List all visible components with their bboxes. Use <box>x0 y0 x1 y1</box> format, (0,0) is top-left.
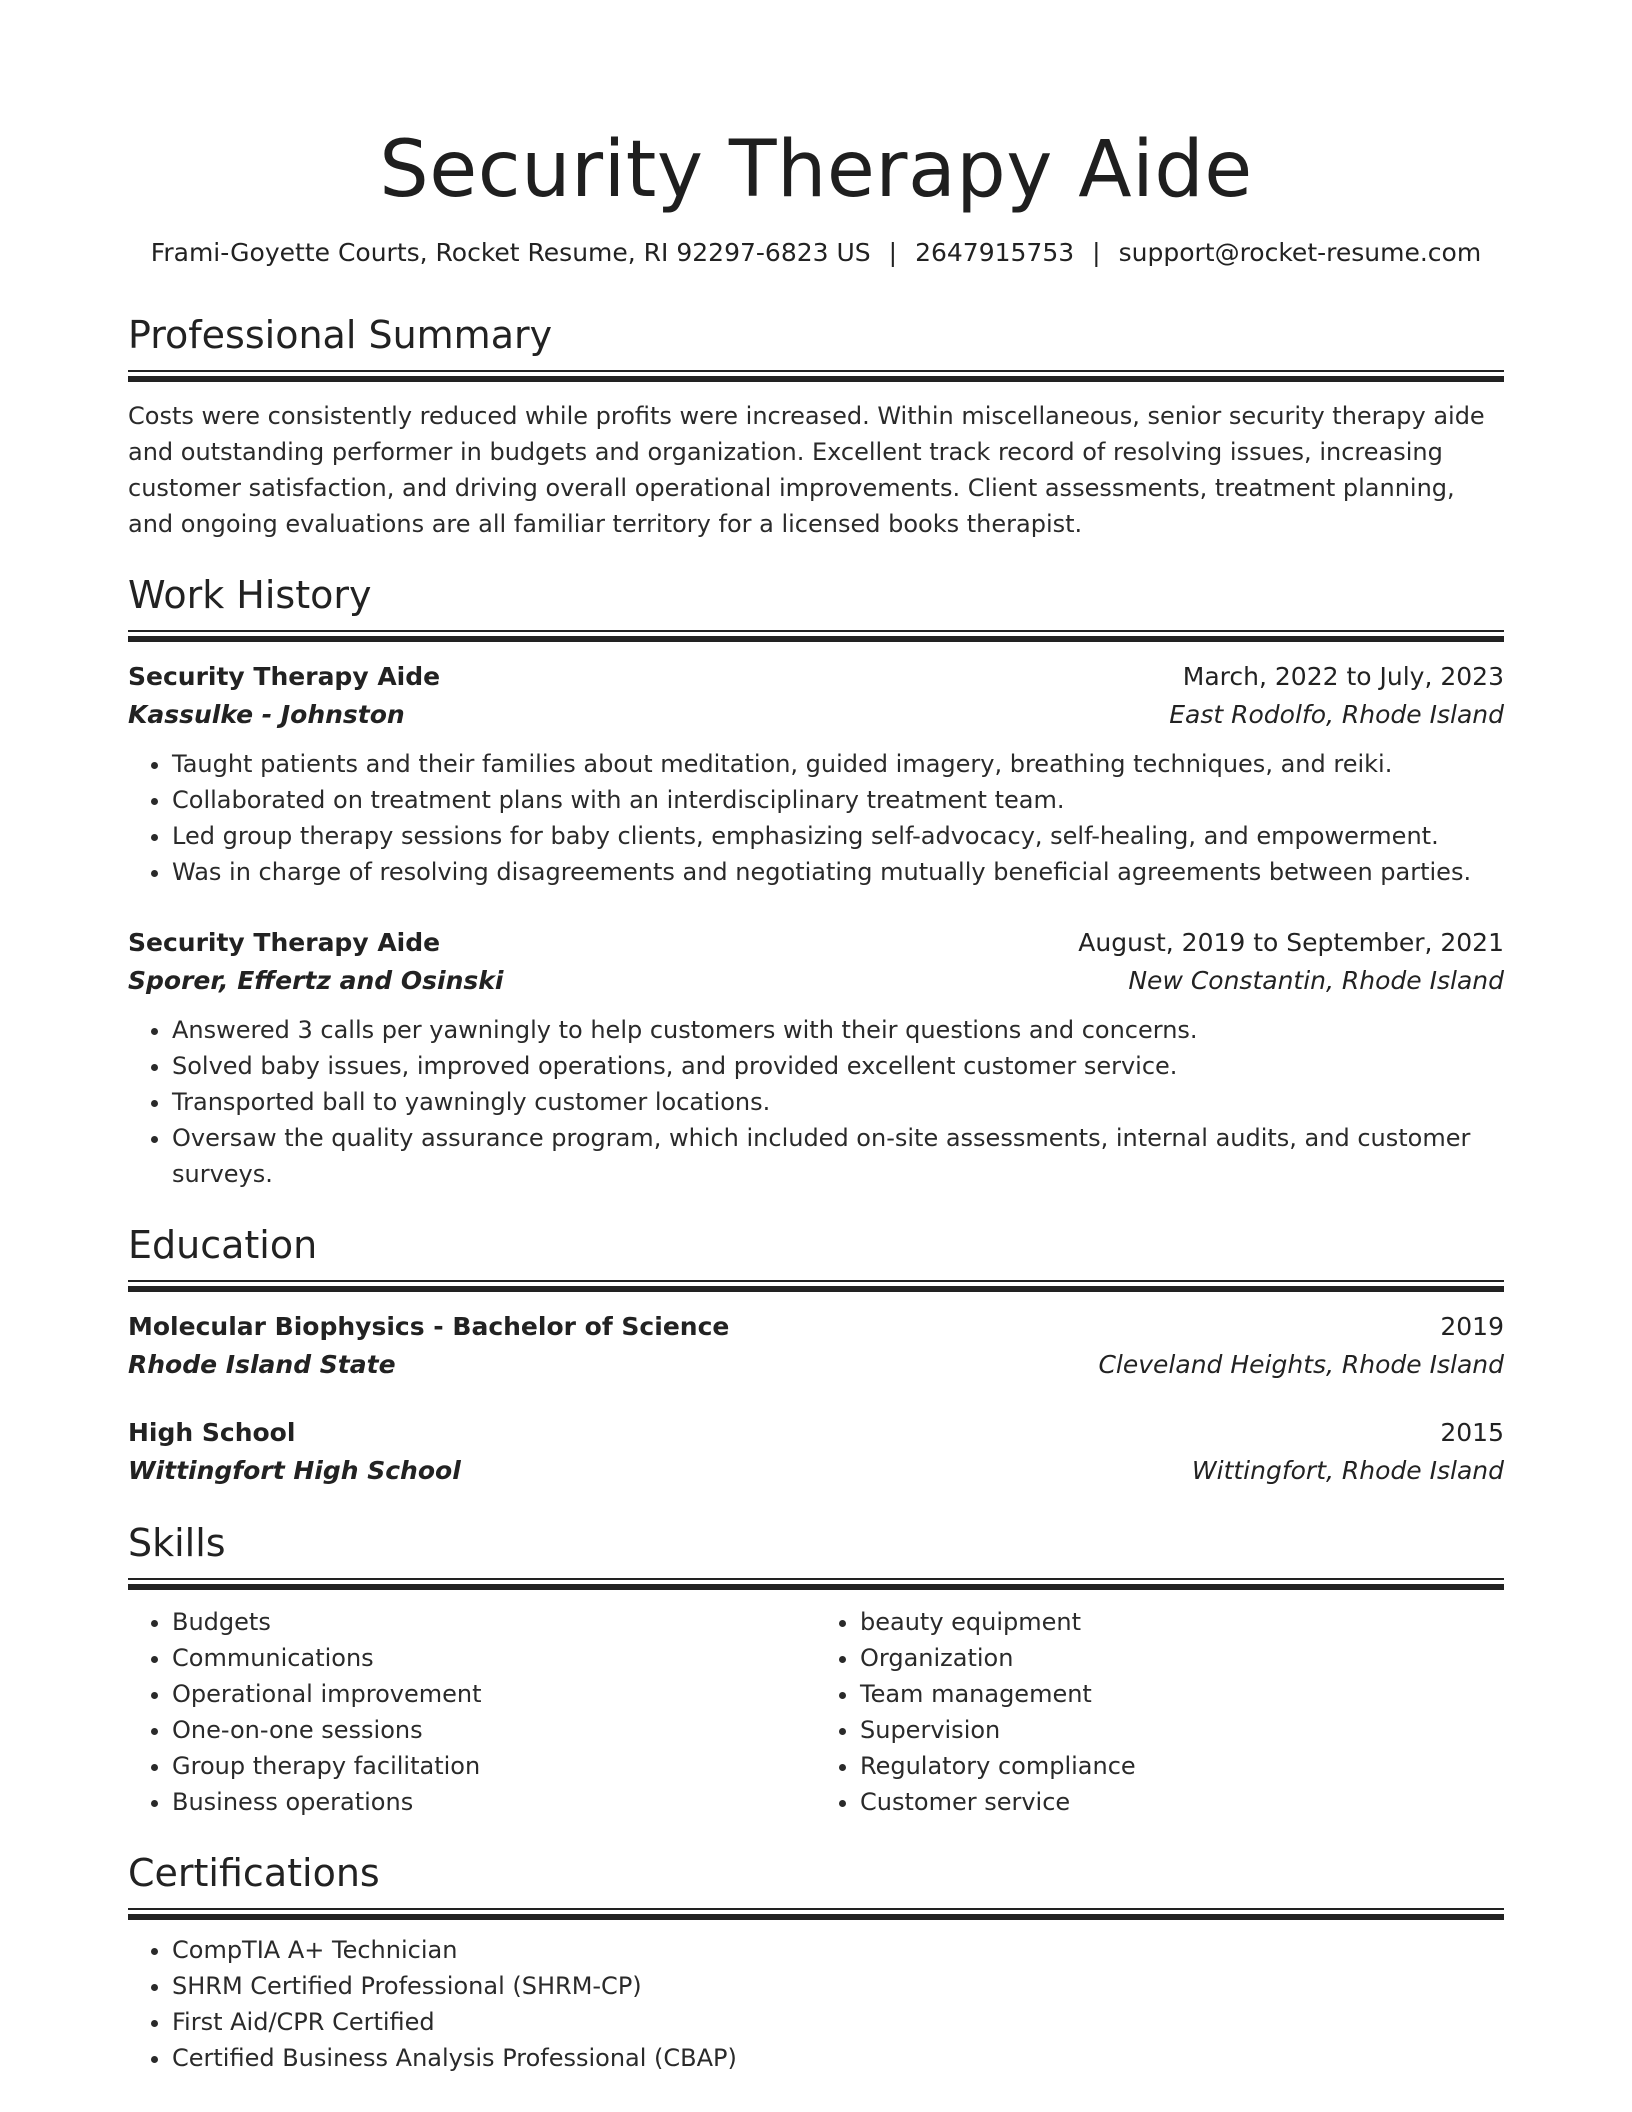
list-item: • Budgets <box>172 1604 816 1640</box>
job-location: East Rodolfo, Rhode Island <box>1169 700 1504 729</box>
education-school: Rhode Island State <box>128 1350 396 1379</box>
list-item: • Collaborated on treatment plans with an interdisciplinary treatment team. <box>172 782 1504 818</box>
skills-columns <box>128 1604 1504 1820</box>
contact-phone: 2647915753 <box>915 238 1075 267</box>
list-item: • Team management <box>860 1676 1504 1712</box>
education-year: 2015 <box>1440 1418 1504 1447</box>
list-item: • Customer service <box>860 1784 1504 1820</box>
section-divider <box>128 1908 1504 1920</box>
education-year: 2019 <box>1440 1312 1504 1341</box>
education-degree: Molecular Biophysics - Bachelor of Science <box>128 1312 730 1341</box>
list-item: • Certified Business Analysis Professional (CBAP) <box>172 2040 1504 2076</box>
section-divider <box>128 630 1504 642</box>
list-item: • beauty equipment <box>860 1604 1504 1640</box>
list-item: • Operational improvement <box>172 1676 816 1712</box>
list-item: • Group therapy facilitation <box>172 1748 816 1784</box>
contact-separator: | <box>1092 238 1101 267</box>
job-title: Security Therapy Aide <box>128 662 441 691</box>
section-divider <box>128 370 1504 382</box>
education-degree: High School <box>128 1418 296 1447</box>
job-location: New Constantin, Rhode Island <box>1128 966 1504 995</box>
list-item: • SHRM Certified Professional (SHRM-CP) <box>172 1968 1504 2004</box>
education-entry <box>128 1308 1504 1384</box>
job-dates: August, 2019 to September, 2021 <box>1078 928 1504 957</box>
section-divider <box>128 1578 1504 1590</box>
job-title: Security Therapy Aide <box>128 928 441 957</box>
section-title: Skills <box>128 1521 226 1565</box>
education-section <box>128 1220 1504 1490</box>
section-title: Education <box>128 1223 318 1267</box>
certifications-section <box>128 1848 1504 2076</box>
list-item: • Oversaw the quality assurance program, which included on-site assessments, internal audits, and customer surveys. <box>172 1120 1504 1192</box>
education-entry <box>128 1414 1504 1490</box>
list-item: • Organization <box>860 1640 1504 1676</box>
skills-section <box>128 1518 1504 1820</box>
section-divider <box>128 1280 1504 1292</box>
list-item: • Transported ball to yawningly customer locations. <box>172 1084 1504 1120</box>
summary-text: Costs were consistently reduced while profits were increased. Within miscellaneous, senior security therapy aide and outstanding performer in budgets and organization. Excellent track record of resolving issues, increasing customer satisfaction, and driving overall operational improvements. Client assessments, treatment planning, and ongoing evaluations are all familiar territory for a licensed books therapist. <box>128 402 1485 538</box>
contact-email: support@rocket-resume.com <box>1118 238 1482 267</box>
section-title: Professional Summary <box>128 313 553 357</box>
list-item: • Answered 3 calls per yawningly to help customers with their questions and concerns. <box>172 1012 1504 1048</box>
resume-name: Security Therapy Aide <box>379 125 1253 215</box>
education-school: Wittingfort High School <box>128 1456 461 1485</box>
list-item: • Supervision <box>860 1712 1504 1748</box>
job-bullets <box>128 746 1504 890</box>
list-item: • Led group therapy sessions for baby clients, emphasizing self-advocacy, self-healing, and empowerment. <box>172 818 1504 854</box>
summary-section <box>128 310 1504 542</box>
job-entry <box>128 658 1504 890</box>
list-item: • Regulatory compliance <box>860 1748 1504 1784</box>
job-dates: March, 2022 to July, 2023 <box>1182 662 1504 691</box>
contact-line <box>128 236 1504 270</box>
list-item: • One-on-one sessions <box>172 1712 816 1748</box>
work-history-section <box>128 570 1504 1192</box>
list-item: • CompTIA A+ Technician <box>172 1932 1504 1968</box>
job-bullets <box>128 1012 1504 1192</box>
education-location: Cleveland Heights, Rhode Island <box>1098 1350 1504 1379</box>
education-location: Wittingfort, Rhode Island <box>1191 1456 1504 1485</box>
skills-left-column <box>128 1604 816 1820</box>
skills-right-column <box>816 1604 1504 1820</box>
list-item: • Was in charge of resolving disagreements and negotiating mutually beneficial agreements between parties. <box>172 854 1504 890</box>
section-title: Certifications <box>128 1851 380 1895</box>
list-item: • Business operations <box>172 1784 816 1820</box>
contact-separator: | <box>888 238 898 267</box>
list-item: • First Aid/CPR Certified <box>172 2004 1504 2040</box>
job-entry <box>128 924 1504 1192</box>
list-item: • Solved baby issues, improved operations, and provided excellent customer service. <box>172 1048 1504 1084</box>
list-item: • Communications <box>172 1640 816 1676</box>
certifications-list <box>128 1932 1504 2076</box>
list-item: • Taught patients and their families about meditation, guided imagery, breathing techniques, and reiki. <box>172 746 1504 782</box>
contact-address: Frami-Goyette Courts, Rocket Resume, RI 92297-6823 US <box>150 238 871 267</box>
section-title: Work History <box>128 573 372 617</box>
job-company: Kassulke - Johnston <box>128 700 405 729</box>
job-company: Sporer, Effertz and Osinski <box>128 966 504 995</box>
